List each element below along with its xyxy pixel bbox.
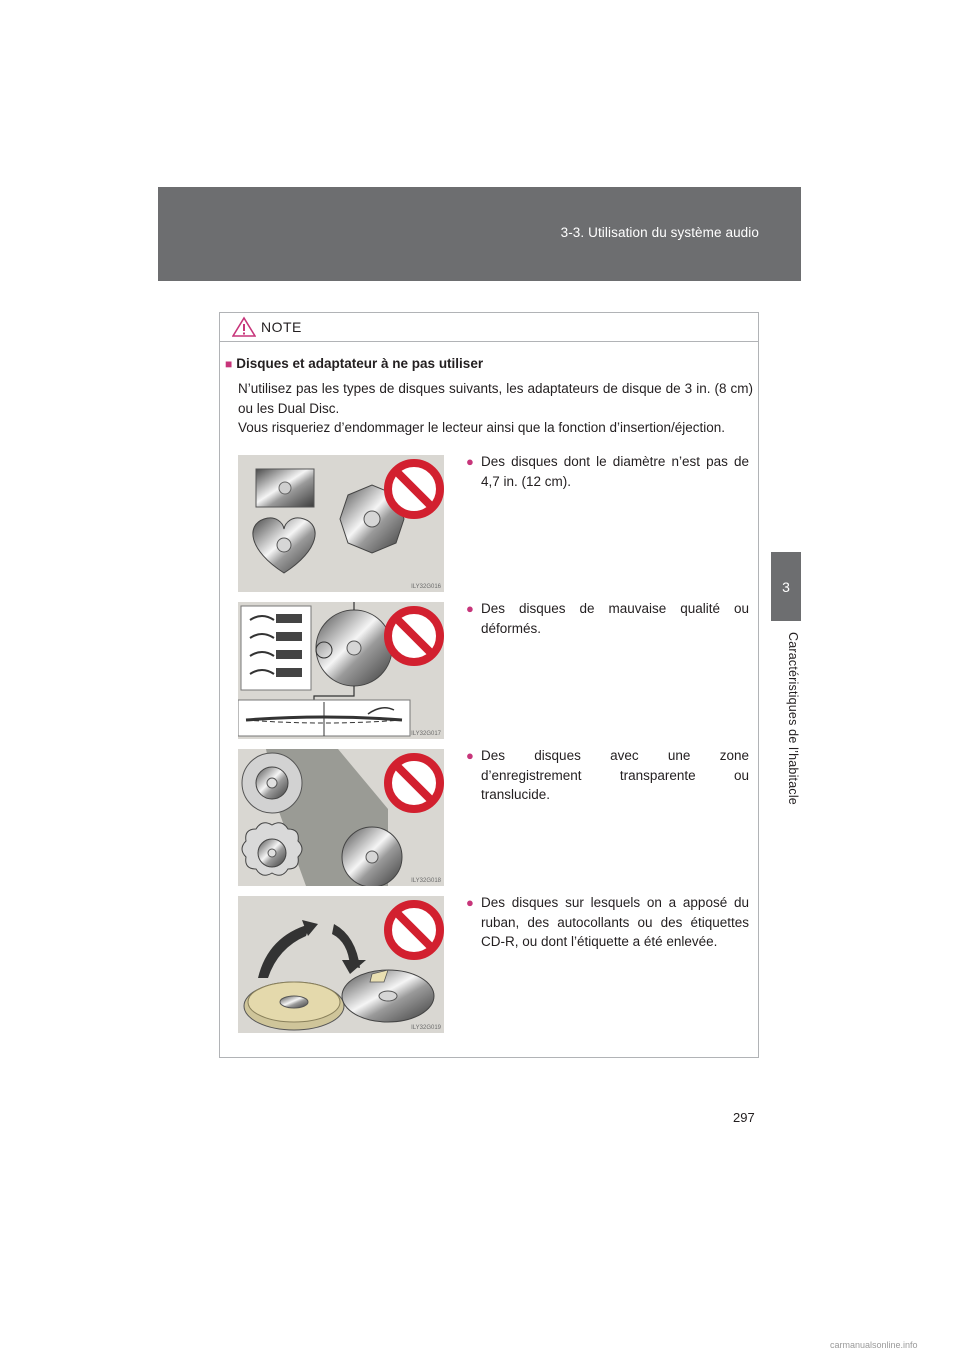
intro-line-1: N’utilisez pas les types de disques suivants, les adaptateurs de disque de 3 in. (8 cm) ou les Dual Disc. [238, 381, 753, 416]
round-bullet-icon: ● [466, 748, 474, 763]
chapter-label: Caractéristiques de l’habitacle [786, 632, 800, 805]
list-item-text: Des disques dont le diamètre n’est pas de 4,7 in. (12 cm). [481, 454, 749, 489]
round-bullet-icon: ● [466, 895, 474, 910]
list-item [466, 452, 749, 491]
figure-code: ILY32G019 [411, 1025, 441, 1031]
chapter-number: 3 [782, 578, 790, 595]
section-header-title: 3-3. Utilisation du système audio [560, 225, 759, 240]
note-intro [238, 379, 753, 438]
figure-wrong-size-discs [238, 455, 444, 592]
page-number: 297 [733, 1110, 755, 1125]
warning-triangle-icon [232, 316, 256, 343]
watermark: carmanualsonline.info [830, 1340, 918, 1350]
figure-code: ILY32G017 [411, 731, 441, 737]
note-box [219, 312, 759, 1058]
chapter-tab [771, 552, 801, 621]
figure-code: ILY32G016 [411, 584, 441, 590]
list-item [466, 746, 749, 805]
list-item [466, 599, 749, 638]
figure-labelled-discs [238, 896, 444, 1033]
intro-line-2: Vous risqueriez d’endommager le lecteur ainsi que la fonction d’insertion/éjection. [238, 420, 726, 435]
note-section-title [225, 356, 483, 371]
list-item-text: Des disques avec une zone d’enregistrement transparente ou translucide. [481, 748, 749, 802]
figure-code: ILY32G018 [411, 878, 441, 884]
list-item [466, 893, 749, 952]
figure-transparent-discs [238, 749, 444, 886]
round-bullet-icon: ● [466, 601, 474, 616]
figure-warped-discs [238, 602, 444, 739]
note-header [220, 313, 758, 342]
list-item-text: Des disques de mauvaise qualité ou déformés. [481, 601, 749, 636]
note-section-title-text: Disques et adaptateur à ne pas utiliser [236, 356, 484, 371]
note-label: NOTE [261, 319, 302, 335]
square-bullet-icon: ■ [225, 357, 233, 371]
round-bullet-icon: ● [466, 454, 474, 469]
header-band [158, 187, 801, 281]
list-item-text: Des disques sur lesquels on a apposé du ruban, des autocollants ou des étiquettes CD-R, ou dont l’étiquette a été enlevée. [481, 895, 749, 949]
